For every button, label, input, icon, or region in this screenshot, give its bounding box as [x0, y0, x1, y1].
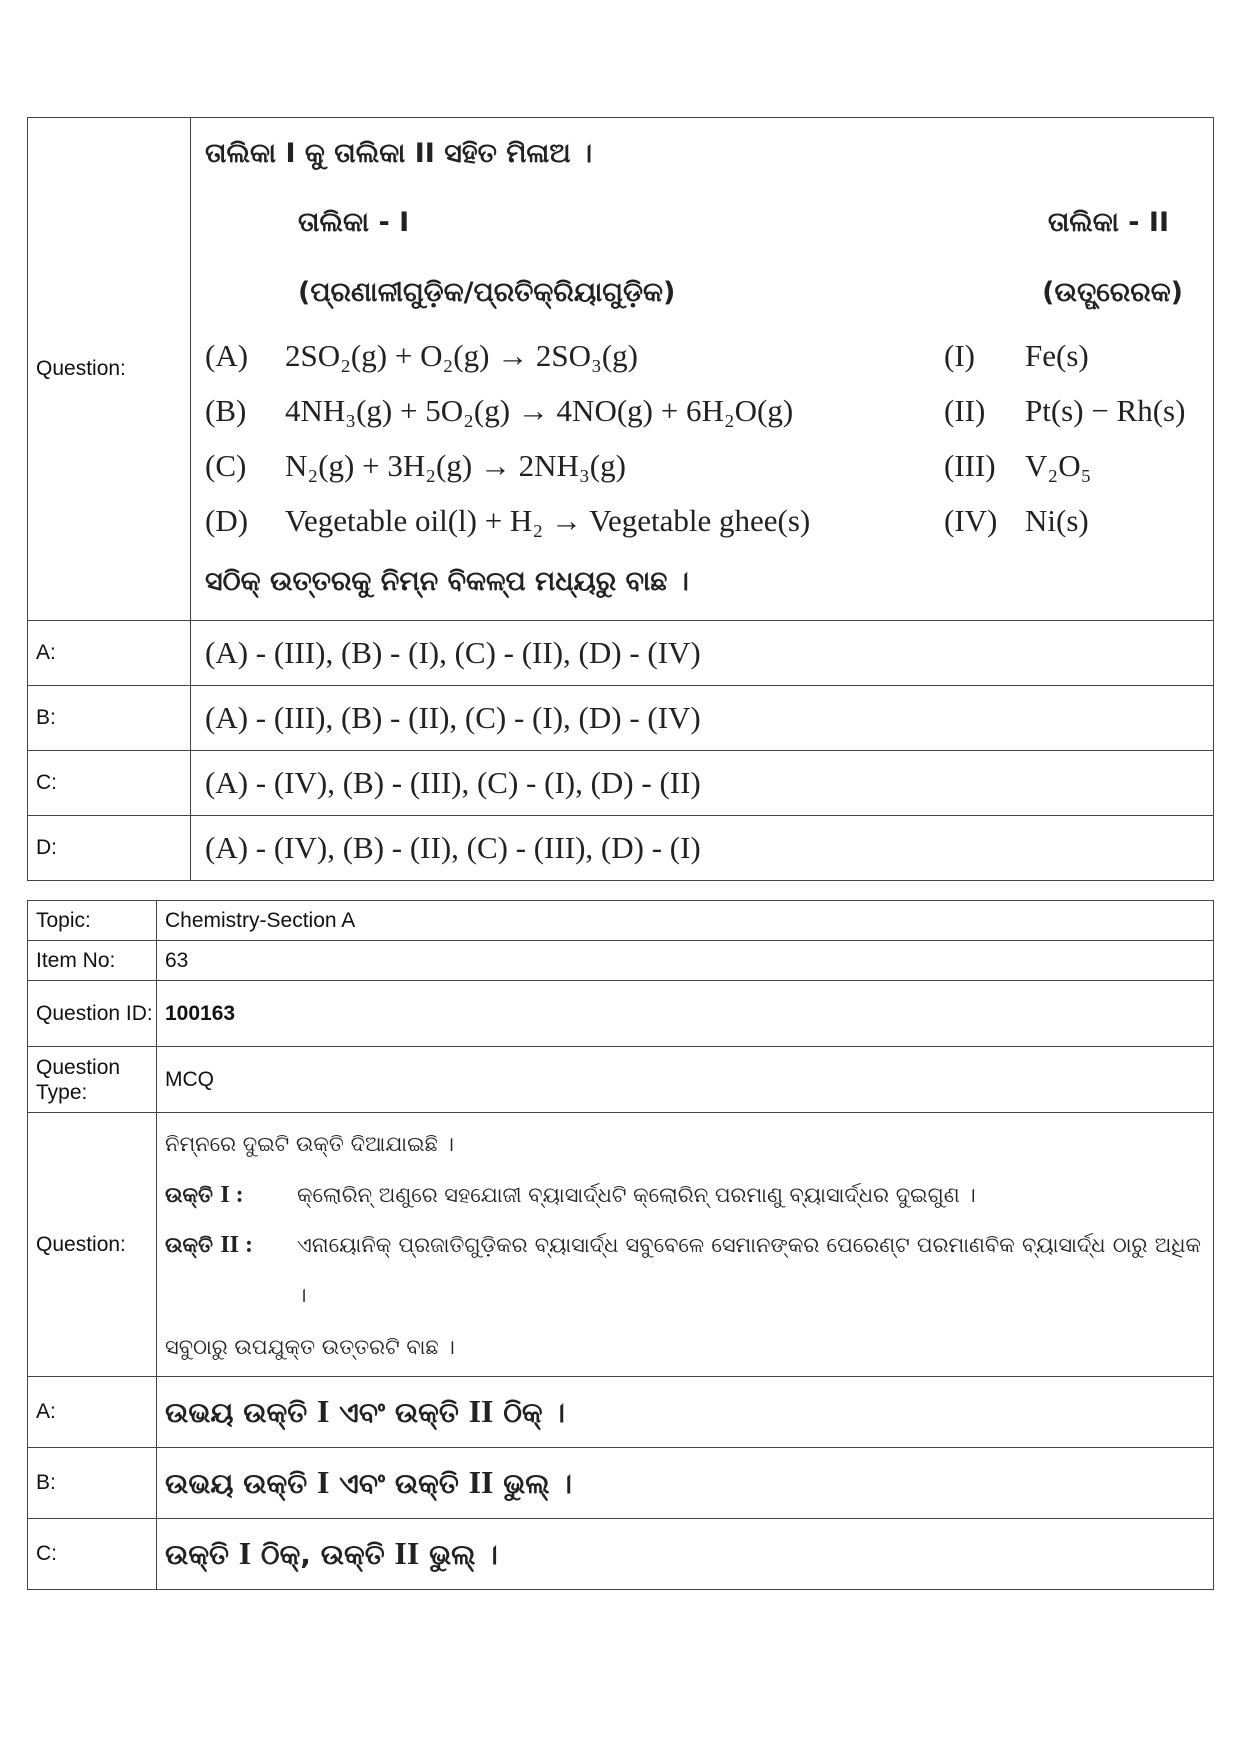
option-text-part: ଉକ୍ତି — [165, 1538, 239, 1571]
option-text-part: ଉଭୟ ଉକ୍ତି — [165, 1467, 317, 1500]
option-numeral: II — [468, 1393, 494, 1429]
row-tag: (A) — [205, 337, 249, 373]
question-type-row — [28, 1047, 1214, 1113]
topic-row — [28, 901, 1214, 941]
option-text-part: ଏବଂ ଉକ୍ତି — [329, 1396, 469, 1429]
catalyst-numeral: (III) — [944, 447, 996, 483]
statement-numeral: II : — [220, 1231, 253, 1258]
item-number: 63 — [157, 941, 1214, 981]
option-text[interactable] — [157, 1519, 1214, 1590]
option-text[interactable]: (A) - (III), (B) - (I), (C) - (II), (D) - (IV) — [191, 621, 1214, 686]
option-text-part: ଏବଂ ଉକ୍ତି — [329, 1467, 469, 1500]
option-text-part: ଭୁଲ୍ । — [493, 1467, 572, 1500]
option-text[interactable] — [157, 1377, 1214, 1448]
match-row-c — [205, 438, 1213, 493]
option-row-c[interactable] — [28, 1519, 1214, 1590]
option-row-d[interactable] — [28, 816, 1214, 881]
option-text-part: ଠିକ୍ । — [493, 1396, 565, 1429]
option-numeral: II — [468, 1464, 494, 1500]
question-label: Question: — [28, 118, 191, 621]
reaction-equation: N₂(g) + 3H₂(g) → 2NH₃(g) — [285, 447, 626, 483]
reaction-equation: Vegetable oil(l) + H₂ → Vegetable ghee(s) — [285, 502, 811, 538]
row-tag: (B) — [205, 392, 247, 428]
option-numeral: I — [238, 1535, 252, 1571]
option-text[interactable] — [157, 1448, 1214, 1519]
statement-label-odia: ଉକ୍ତି — [165, 1232, 213, 1257]
option-label: A: — [28, 1377, 157, 1448]
list1-subtitle: (ପ୍ରଣାଳୀଗୁଡ଼ିକ/ପ୍ରତିକ୍ରିୟାଗୁଡ଼ିକ) — [298, 277, 676, 308]
item-row — [28, 941, 1214, 981]
match-instruction: ତାଲିକା I କୁ ତାଲିକା II ସହିତ ମିଳାଅ । — [205, 138, 593, 169]
list-subtitles — [205, 258, 1213, 328]
option-label: C: — [28, 1519, 157, 1590]
statements-intro: ନିମ୍ନରେ ଦୁଇଟି ଉକ୍ତି ଦିଆଯାଇଛି । — [165, 1131, 455, 1156]
match-row-d — [205, 493, 1213, 548]
question-id-label: Question ID: — [28, 981, 157, 1047]
catalyst-numeral: (IV) — [944, 502, 998, 538]
catalyst-name: Ni(s) — [1025, 502, 1089, 538]
question-type-label: Question Type: — [28, 1047, 157, 1113]
question-label: Question: — [28, 1113, 157, 1377]
option-numeral: I — [316, 1464, 330, 1500]
option-row-b[interactable] — [28, 686, 1214, 751]
question-body — [157, 1113, 1214, 1377]
question-body — [191, 118, 1214, 621]
question-type: MCQ — [157, 1047, 1214, 1113]
option-numeral: II — [394, 1535, 420, 1571]
option-text[interactable]: (A) - (IV), (B) - (II), (C) - (III), (D) - (I) — [191, 816, 1214, 881]
item-label: Item No: — [28, 941, 157, 981]
question-id-row — [28, 981, 1214, 1047]
question-id: 100163 — [157, 981, 1214, 1047]
option-row-a[interactable] — [28, 1377, 1214, 1448]
list2-subtitle: (ଉତ୍ପ୍ରେରକ) — [1042, 277, 1183, 308]
reaction-equation: 2SO₂(g) + O₂(g) → 2SO₃(g) — [285, 337, 638, 373]
catalyst-name: V₂O₅ — [1025, 447, 1092, 483]
question-table-1 — [27, 117, 1214, 881]
list1-title: ତାଲିକା - I — [298, 207, 410, 238]
option-text-part: ଉଭୟ ଉକ୍ତି — [165, 1396, 317, 1429]
statements-closing: ସବୁଠାରୁ ଉପଯୁକ୍ତ ଉତ୍ତରଟି ବାଛ । — [165, 1334, 455, 1359]
option-text[interactable]: (A) - (IV), (B) - (III), (C) - (I), (D) - (II) — [191, 751, 1214, 816]
question-table-2 — [27, 900, 1214, 1590]
statement-1-text: କ୍ଲୋରିନ୍ ଅଣୁରେ ସହଯୋଜୀ ବ୍ୟାସାର୍ଦ୍ଧଟି କ୍ଲୋରିନ୍ ପରମାଣୁ ବ୍ୟାସାର୍ଦ୍ଧର ଦୁଇଗୁଣ । — [297, 1182, 976, 1207]
row-tag: (D) — [205, 502, 249, 538]
option-label: C: — [28, 751, 191, 816]
topic-label: Topic: — [28, 901, 157, 941]
statement-numeral: I : — [220, 1181, 244, 1208]
catalyst-name: Pt(s) − Rh(s) — [1025, 392, 1186, 428]
question-row — [28, 118, 1214, 621]
statement-2 — [165, 1220, 1213, 1320]
option-label: B: — [28, 1448, 157, 1519]
option-row-c[interactable] — [28, 751, 1214, 816]
statement-1-label — [165, 1170, 297, 1220]
statement-2-label — [165, 1220, 297, 1270]
option-text-part: ଭୁଲ୍ । — [419, 1538, 498, 1571]
row-tag: (C) — [205, 447, 247, 483]
statement-1 — [165, 1170, 1213, 1220]
option-row-a[interactable] — [28, 621, 1214, 686]
catalyst-numeral: (II) — [944, 392, 986, 428]
list2-title: ତାଲିକା - II — [1047, 207, 1169, 238]
option-label: D: — [28, 816, 191, 881]
option-label: B: — [28, 686, 191, 751]
answer-prompt: ସଠିକ୍ ଉତ୍ତରକୁ ନିମ୍ନ ବିକଳ୍ପ ମଧ୍ୟରୁ ବାଛ । — [205, 566, 689, 597]
catalyst-numeral: (I) — [944, 337, 975, 373]
reaction-equation: 4NH₃(g) + 5O₂(g) → 4NO(g) + 6H₂O(g) — [285, 392, 794, 428]
option-numeral: I — [316, 1393, 330, 1429]
match-row-a — [205, 328, 1213, 383]
statement-label-odia: ଉକ୍ତି — [165, 1182, 213, 1207]
option-text[interactable]: (A) - (III), (B) - (II), (C) - (I), (D) - (IV) — [191, 686, 1214, 751]
list-titles — [205, 188, 1213, 258]
option-label: A: — [28, 621, 191, 686]
question-row — [28, 1113, 1214, 1377]
topic-value: Chemistry-Section A — [157, 901, 1214, 941]
match-row-b — [205, 383, 1213, 438]
catalyst-name: Fe(s) — [1025, 337, 1089, 373]
statement-2-text: ଏନାୟୋନିକ୍ ପ୍ରଜାତିଗୁଡ଼ିକର ବ୍ୟାସାର୍ଦ୍ଧ ସବୁବେଳେ ସେମାନଙ୍କର ପେରେଣ୍ଟ ପରମାଣବିକ ବ୍ୟାସାର୍ଦ୍ଧ ଠାରୁ ଅଧିକ । — [297, 1232, 1201, 1307]
option-text-part: ଠିକ୍, ଉକ୍ତି — [251, 1538, 395, 1571]
option-row-b[interactable] — [28, 1448, 1214, 1519]
